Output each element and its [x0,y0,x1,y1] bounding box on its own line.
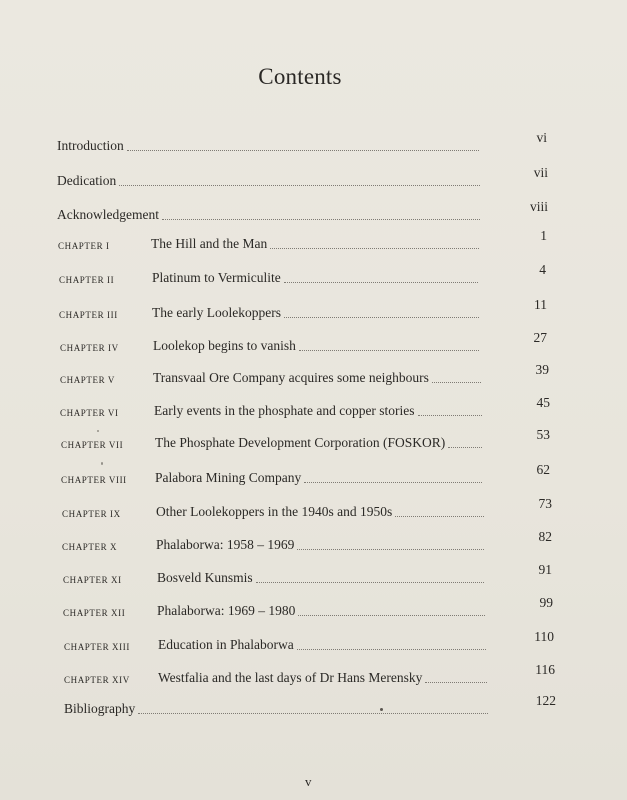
page-number: vii [533,165,548,180]
toc-entry [59,297,547,321]
page-number: 53 [536,427,550,442]
entry-title: Phalaborwa: 1958 – 1969 [156,537,295,552]
chapter-number: CHAPTER II [59,275,115,285]
dot-leader [418,415,482,416]
dot-leader [256,582,484,583]
chapter-number: CHAPTER I [58,241,110,251]
toc-entry [62,529,552,553]
page-number: 27 [533,330,547,345]
entry-title: Early events in the phosphate and copper stories [154,403,415,418]
toc-entry [61,427,550,451]
entry-title: The Hill and the Man [151,236,268,251]
page-number: 91 [538,562,552,577]
page-number: viii [529,199,548,214]
dot-leader [448,447,482,448]
entry-title: Other Loolekoppers in the 1940s and 1950s [156,504,393,519]
ink-speck [97,430,99,432]
dot-leader [127,150,479,151]
ink-speck [101,462,103,465]
chapter-number: CHAPTER XIII [64,642,130,652]
dot-leader [119,185,480,186]
page-number: vi [536,130,547,145]
chapter-number: CHAPTER III [59,310,118,320]
toc-entry [62,496,552,520]
entry-title: Platinum to Vermiculite [152,270,281,285]
chapter-number: CHAPTER VIII [61,475,127,485]
dot-leader [395,516,484,517]
toc-entry [63,595,553,619]
toc-entry [61,462,550,486]
dot-leader [138,713,488,714]
toc-entry [58,228,547,252]
toc-entry [63,562,552,586]
entry-title: Bibliography [64,701,136,716]
entry-title: The early Loolekoppers [152,305,281,320]
chapter-number: CHAPTER XII [63,608,126,618]
dot-leader [162,219,480,220]
dot-leader [270,248,479,249]
dot-leader [425,682,487,683]
dot-leader [284,317,479,318]
toc-entry [60,395,550,419]
page-number: 39 [535,362,549,377]
toc-entry [57,130,547,154]
dot-leader [297,649,486,650]
chapter-number: CHAPTER XI [63,575,122,585]
page-number: 1 [540,228,547,243]
toc-entry [57,165,548,189]
toc-entry [60,362,549,386]
entry-title: Loolekop begins to vanish [153,338,296,353]
dot-leader [304,482,482,483]
toc-entry [57,199,548,223]
entry-title: Phalaborwa: 1969 – 1980 [157,603,296,618]
entry-title: The Phosphate Development Corporation (FOSKOR) [155,435,446,450]
ink-speck [380,708,383,711]
chapter-number: CHAPTER XIV [64,675,130,685]
dot-leader [297,549,484,550]
page-number: 11 [534,297,547,312]
page-number: 82 [538,529,552,544]
entry-title: Transvaal Ore Company acquires some neighbours [153,370,429,385]
toc-entry [59,262,546,286]
dot-leader [298,615,485,616]
chapter-number: CHAPTER X [62,542,118,552]
dot-leader [432,382,481,383]
page-title: Contents [258,64,342,89]
page-number: 99 [539,595,553,610]
entry-title: Acknowledgement [57,207,159,222]
entry-title: Palabora Mining Company [155,470,302,485]
entry-title: Introduction [57,138,124,153]
toc-entry [64,662,555,686]
chapter-number: CHAPTER V [60,375,115,385]
chapter-number: CHAPTER IV [60,343,119,353]
page-number: 4 [539,262,546,277]
dot-leader [299,350,479,351]
entry-title: Bosveld Kunsmis [157,570,253,585]
toc-entry [60,330,547,354]
entry-title: Education in Phalaborwa [158,637,294,652]
page-number: 122 [535,693,556,708]
page-number: 116 [535,662,555,677]
page-number: 45 [536,395,550,410]
chapter-number: CHAPTER IX [62,509,121,519]
dot-leader [284,282,478,283]
page-number-footer: v [305,774,312,789]
entry-title: Westfalia and the last days of Dr Hans Merensky [158,670,423,685]
toc-entry [64,629,554,653]
entry-title: Dedication [57,173,117,188]
chapter-number: CHAPTER VI [60,408,119,418]
chapter-number: CHAPTER VII [61,440,124,450]
toc-entry [64,693,556,717]
page-number: 73 [538,496,552,511]
page-number: 110 [534,629,554,644]
page-number: 62 [536,462,550,477]
